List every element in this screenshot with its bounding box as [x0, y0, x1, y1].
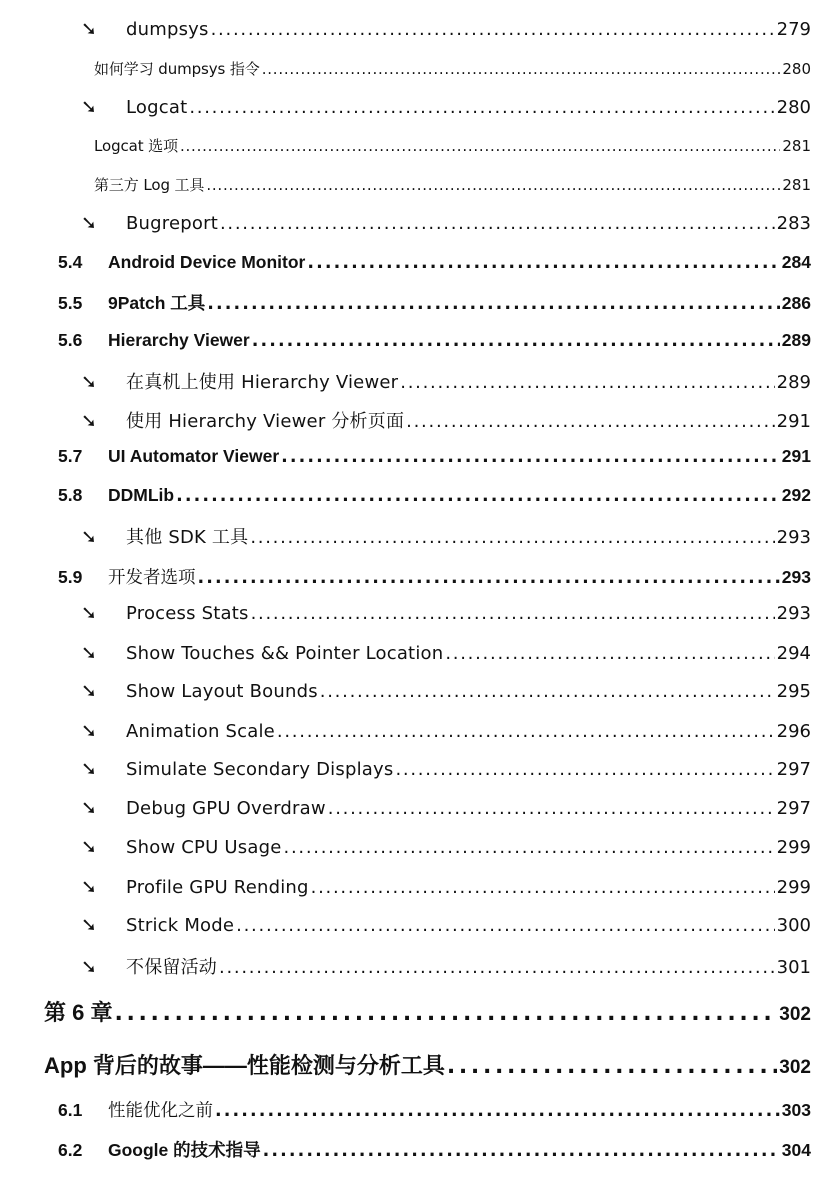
toc-entry-page: 304 [781, 1140, 811, 1160]
dot-leader [328, 798, 775, 819]
toc-entry-page: 293 [776, 527, 811, 548]
toc-entry-title: Bugreport [126, 213, 218, 234]
section-number: 5.8 [58, 485, 83, 505]
section-number: 5.7 [58, 446, 83, 466]
toc-entry-title: Show CPU Usage [126, 837, 282, 858]
dot-leader [198, 568, 780, 588]
dot-leader [215, 1101, 780, 1121]
toc-entry[interactable] [78, 914, 811, 936]
dot-leader [250, 527, 774, 548]
dot-leader [284, 837, 775, 858]
dot-leader [400, 372, 774, 393]
dot-leader [251, 603, 775, 624]
toc-entry-title: Hierarchy Viewer [108, 330, 250, 350]
toc-entry[interactable] [94, 135, 811, 156]
arrow-bullet-icon: ➘ [81, 680, 97, 702]
dot-leader [395, 759, 774, 780]
toc-entry[interactable] [78, 797, 811, 819]
section-number: 5.6 [58, 330, 83, 350]
section-number: 5.4 [58, 252, 83, 272]
toc-entry-page: 281 [782, 137, 811, 155]
toc-entry-title: 第三方 Log 工具 [94, 176, 205, 194]
dot-leader [211, 19, 775, 40]
toc-entry[interactable] [78, 836, 811, 858]
toc-entry[interactable] [58, 330, 811, 351]
dot-leader [180, 137, 780, 155]
toc-entry-page: 289 [781, 330, 811, 350]
arrow-bullet-icon: ➘ [81, 914, 97, 936]
toc-entry-title: Logcat [126, 97, 188, 118]
dot-leader [445, 643, 774, 664]
dot-leader [252, 331, 780, 351]
toc-entry-page: 280 [782, 60, 811, 78]
toc-entry[interactable] [58, 290, 811, 315]
dot-leader [219, 957, 775, 978]
arrow-bullet-icon: ➘ [81, 526, 97, 548]
toc-entry-page: 283 [776, 213, 811, 234]
toc-entry-page: 286 [781, 293, 811, 313]
toc-entry-page: 279 [776, 19, 811, 40]
arrow-bullet-icon: ➘ [81, 212, 97, 234]
dot-leader [206, 176, 780, 194]
toc-entry-page: 293 [776, 603, 811, 624]
toc-entry[interactable] [78, 407, 811, 433]
dot-leader [277, 721, 775, 742]
toc-entry-page: 292 [781, 485, 811, 505]
arrow-bullet-icon: ➘ [81, 602, 97, 624]
toc-entry-title: Show Layout Bounds [126, 681, 318, 702]
toc-entry-title: Process Stats [126, 603, 249, 624]
toc-entry-title: Strick Mode [126, 915, 235, 936]
toc-entry[interactable] [94, 174, 811, 195]
toc-entry[interactable] [78, 602, 811, 624]
dot-leader [406, 411, 774, 432]
toc-entry[interactable] [58, 1137, 811, 1162]
toc-entry-title: 开发者选项 [108, 567, 196, 587]
arrow-bullet-icon: ➘ [81, 797, 97, 819]
toc-entry[interactable] [78, 368, 811, 394]
arrow-bullet-icon: ➘ [81, 410, 97, 432]
arrow-bullet-icon: ➘ [81, 956, 97, 978]
dot-leader [281, 447, 780, 467]
dot-leader [320, 681, 775, 702]
toc-entry-page: 293 [781, 567, 811, 587]
dot-leader [176, 486, 780, 506]
toc-entry-page: 291 [776, 411, 811, 432]
dot-leader [263, 1141, 780, 1161]
dot-leader [220, 213, 775, 234]
section-number: 6.2 [58, 1140, 83, 1160]
toc-entry-title: 性能优化之前 [108, 1100, 213, 1120]
toc-entry-page: 297 [776, 798, 811, 819]
toc-entry-title: 使用 Hierarchy Viewer 分析页面 [126, 411, 405, 432]
toc-entry[interactable] [78, 680, 811, 702]
toc-entry-title: 在真机上使用 Hierarchy Viewer [126, 372, 399, 393]
toc-entry[interactable] [58, 564, 811, 589]
section-number: 5.9 [58, 567, 83, 587]
toc-entry-page: 294 [776, 643, 811, 664]
arrow-bullet-icon: ➘ [81, 18, 97, 40]
toc-entry-page: 297 [776, 759, 811, 780]
chapter-heading[interactable] [44, 996, 811, 1027]
toc-entry[interactable] [78, 758, 811, 780]
arrow-bullet-icon: ➘ [81, 720, 97, 742]
toc-entry-page: 302 [779, 1057, 811, 1078]
dot-leader [307, 253, 779, 273]
toc-entry-page: 303 [781, 1100, 811, 1120]
toc-entry-title: DDMLib [108, 485, 175, 505]
toc-entry[interactable] [58, 252, 811, 273]
toc-entry-title: 9Patch 工具 [108, 293, 206, 313]
toc-entry[interactable] [58, 1097, 811, 1122]
toc-entry-title: Animation Scale [126, 721, 275, 742]
toc-entry-title: 第 6 章 [44, 1000, 113, 1025]
toc-entry-page: 302 [779, 1004, 811, 1025]
arrow-bullet-icon: ➘ [81, 371, 97, 393]
toc-entry[interactable] [58, 485, 811, 506]
toc-entry-page: 289 [776, 372, 811, 393]
toc-entry-title: dumpsys [126, 19, 209, 40]
arrow-bullet-icon: ➘ [81, 876, 97, 898]
dot-leader [311, 877, 775, 898]
toc-entry-title: App 背后的故事——性能检测与分析工具 [44, 1053, 445, 1078]
arrow-bullet-icon: ➘ [81, 642, 97, 664]
toc-entry[interactable] [78, 953, 811, 979]
toc-entry[interactable] [78, 523, 811, 549]
toc-entry[interactable] [78, 212, 811, 234]
arrow-bullet-icon: ➘ [81, 836, 97, 858]
arrow-bullet-icon: ➘ [81, 96, 97, 118]
toc-entry-title: Simulate Secondary Displays [126, 759, 394, 780]
toc-entry[interactable] [78, 18, 811, 40]
arrow-bullet-icon: ➘ [81, 758, 97, 780]
toc-entry[interactable] [78, 720, 811, 742]
toc-entry-page: 284 [781, 252, 811, 272]
toc-entry-page: 299 [776, 837, 811, 858]
toc-entry-page: 299 [776, 877, 811, 898]
section-number: 5.5 [58, 293, 83, 313]
toc-entry-page: 280 [776, 97, 811, 118]
toc-entry[interactable] [78, 96, 811, 118]
dot-leader [189, 97, 774, 118]
toc-entry-page: 295 [776, 681, 811, 702]
toc-entry-title: 其他 SDK 工具 [126, 527, 249, 548]
toc-entry-page: 300 [776, 915, 811, 936]
toc-entry[interactable] [58, 446, 811, 467]
toc-entry-title: Debug GPU Overdraw [126, 798, 326, 819]
toc-entry-title: Logcat 选项 [94, 137, 178, 155]
section-number: 6.1 [58, 1100, 83, 1120]
toc-entry-title: Show Touches && Pointer Location [126, 643, 444, 664]
toc-entry-title: Android Device Monitor [108, 252, 306, 272]
dot-leader [236, 915, 774, 936]
toc-entry-page: 281 [782, 176, 811, 194]
toc-entry[interactable] [78, 642, 811, 664]
toc-entry-title: Google 的技术指导 [108, 1140, 261, 1160]
dot-leader [114, 1001, 777, 1026]
dot-leader [207, 294, 780, 314]
toc-entry[interactable] [78, 876, 811, 898]
toc-entry-title: 不保留活动 [126, 957, 217, 978]
toc-entry-page: 301 [776, 957, 811, 978]
toc-entry-title: UI Automator Viewer [108, 446, 280, 466]
toc-entry-title: Profile GPU Rending [126, 877, 309, 898]
toc-entry[interactable] [94, 58, 811, 79]
chapter-heading[interactable] [44, 1049, 811, 1080]
toc-entry-title: 如何学习 dumpsys 指令 [94, 60, 260, 78]
dot-leader [262, 60, 781, 78]
toc-entry-page: 296 [776, 721, 811, 742]
dot-leader [447, 1054, 777, 1079]
toc-entry-page: 291 [781, 446, 811, 466]
